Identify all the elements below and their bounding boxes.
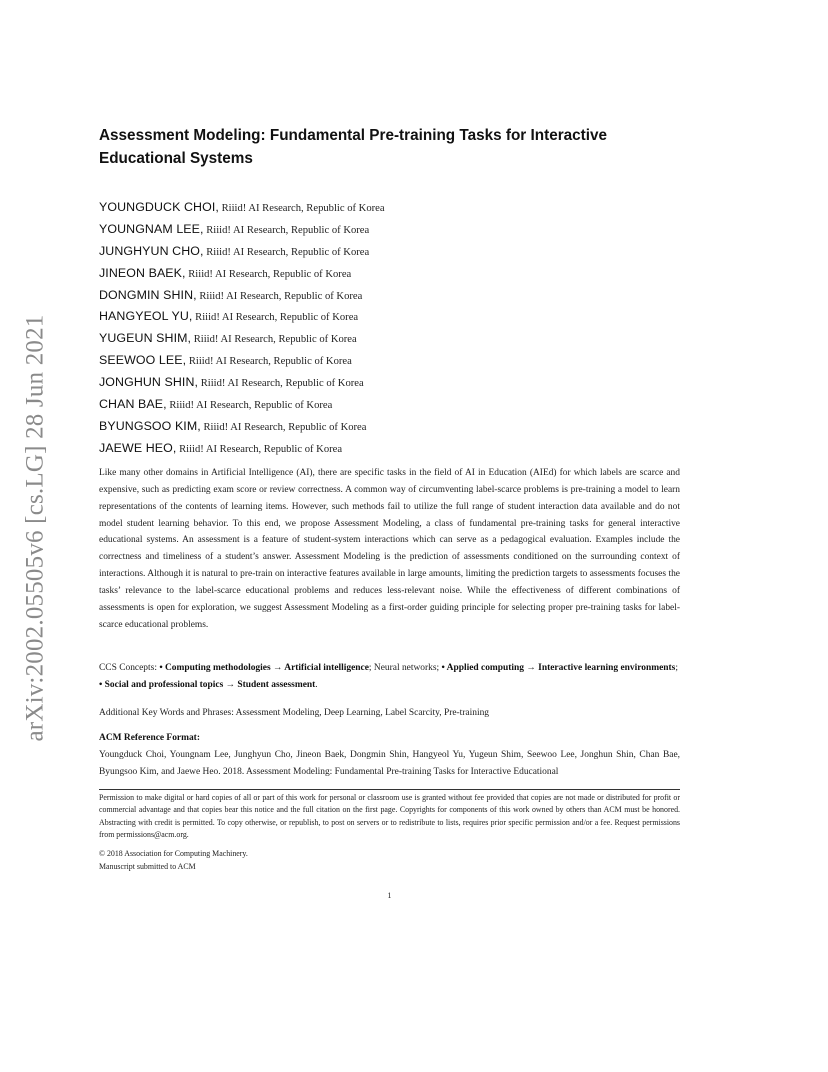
ccs-separator: ;	[436, 663, 442, 673]
ccs-separator: ;	[368, 663, 374, 673]
author-list	[99, 196, 680, 459]
author-name: JINEON BAEK,	[99, 265, 186, 280]
author-name: YUGEUN SHIM,	[99, 331, 192, 346]
author-entry	[99, 262, 680, 284]
author-affiliation: Riiid! AI Research, Republic of Korea	[200, 421, 367, 433]
author-name: JONGHUN SHIN,	[99, 375, 199, 390]
copyright-line: © 2018 Association for Computing Machinery.	[99, 849, 248, 858]
author-name: YOUNGNAM LEE,	[99, 221, 204, 236]
acm-reference-text: Youngduck Choi, Youngnam Lee, Junghyun Cho, Jineon Baek, Dongmin Shin, Hangyeol Yu, Yugeun Shim, Seewoo Lee, Jonghun Shin, Chan Bae, Byungsoo Kim, and Jaewe Heo. 2018. Assessment Modeling: Fundamental Pre-training Tasks for Interactive Educational	[99, 750, 680, 777]
author-affiliation: Riiid! AI Research, Republic of Korea	[186, 356, 352, 368]
author-entry	[99, 305, 680, 327]
author-entry	[99, 240, 680, 262]
author-name: DONGMIN SHIN,	[99, 287, 197, 302]
author-affiliation: Riiid! AI Research, Republic of Korea	[191, 334, 357, 346]
ccs-concept: • Applied computing → Interactive learning environments	[441, 663, 676, 673]
author-affiliation: Riiid! AI Research, Republic of Korea	[176, 443, 343, 455]
author-affiliation: Riiid! AI Research, Republic of Korea	[192, 312, 359, 324]
arxiv-identifier: arXiv:2002.05505v6 [cs.LG] 28 Jun 2021	[21, 314, 48, 742]
keywords: Additional Key Words and Phrases: Assessment Modeling, Deep Learning, Label Scarcity, Pre-training	[99, 708, 490, 718]
footnote-rule	[99, 789, 680, 790]
author-affiliation: Riiid! AI Research, Republic of Korea	[203, 224, 370, 236]
permission-notice: Permission to make digital or hard copies of all or part of this work for personal or classroom use is granted without fee provided that copies are not made or distributed for profit or commercial advantage and that copies bear this notice and the full citation on the first page. Copyrights for components of this work owned by others than ACM must be honored. Abstracting with credit is permitted. To copy otherwise, or republish, to post on servers or to redistribute to lists, requires prior specific permission and/or a fee. Request permissions from permissions@acm.org.	[99, 793, 680, 839]
ccs-separator: ;	[675, 663, 678, 673]
author-name: SEEWOO LEE,	[99, 353, 187, 368]
acm-reference-heading: ACM Reference Format:	[99, 733, 200, 743]
author-name: JAEWE HEO,	[99, 440, 177, 455]
author-entry	[99, 415, 680, 437]
author-entry	[99, 437, 680, 459]
author-name: JUNGHYUN CHO,	[99, 243, 204, 258]
submission-note: Manuscript submitted to ACM	[99, 862, 196, 871]
author-entry	[99, 393, 680, 415]
author-name: CHAN BAE,	[99, 397, 167, 412]
ccs-concept: Neural networks	[373, 663, 437, 673]
arxiv-side-stamp	[22, 293, 48, 763]
ccs-prefix: CCS Concepts:	[99, 663, 160, 673]
ccs-concept: • Social and professional topics → Student assessment	[99, 680, 316, 690]
author-affiliation: Riiid! AI Research, Republic of Korea	[218, 203, 385, 214]
author-entry	[99, 196, 680, 218]
author-name: HANGYEOL YU,	[99, 309, 193, 324]
ccs-concepts	[99, 660, 680, 694]
author-entry	[99, 349, 680, 371]
author-name: BYUNGSOO KIM,	[99, 418, 201, 433]
author-affiliation: Riiid! AI Research, Republic of Korea	[166, 400, 333, 412]
author-entry	[99, 284, 680, 306]
page-number: 1	[387, 891, 392, 900]
author-affiliation: Riiid! AI Research, Republic of Korea	[198, 378, 364, 390]
author-entry	[99, 371, 680, 393]
author-affiliation: Riiid! AI Research, Republic of Korea	[185, 268, 352, 280]
paper-title: Assessment Modeling: Fundamental Pre-training Tasks for Interactive Educational Systems	[99, 127, 608, 167]
abstract-text: Like many other domains in Artificial Intelligence (AI), there are specific tasks in the field of AI in Education (AIEd) for which labels are scarce and expensive, such as predicting exam score or review correctness. A common way of circumventing label-scarce problems is pre-training a model to learn representations of the contents of learning items. However, such methods fail to utilize the full range of student interaction data available and do not model student learning behavior. To this end, we propose Assessment Modeling, a class of fundamental pre-training tasks for general interactive educational systems. An assessment is a feature of student-system interactions which can serve as a pedagogical evaluation. Examples include the correctness and timeliness of a student’s answer. Assessment Modeling is the prediction of assessments conditioned on the surrounding context of interactions. Although it is natural to pre-train on interactive features available in large amounts, limiting the prediction targets to assessments focuses the tasks’ relevance to the label-scarce educational problems and reduces less-relevant noise. While the effectiveness of different combinations of assessments is open for exploration, we suggest Assessment Modeling as a first-order guiding principle for selecting proper pre-training tasks for label-scarce educational problems.	[99, 468, 680, 630]
ccs-concept: • Computing methodologies → Artificial intelligence	[159, 663, 369, 673]
author-name: YOUNGDUCK CHOI,	[99, 200, 219, 214]
author-affiliation: Riiid! AI Research, Republic of Korea	[203, 246, 370, 258]
author-entry	[99, 327, 680, 349]
author-affiliation: Riiid! AI Research, Republic of Korea	[196, 290, 363, 302]
ccs-separator: .	[315, 680, 318, 690]
author-entry	[99, 218, 680, 240]
